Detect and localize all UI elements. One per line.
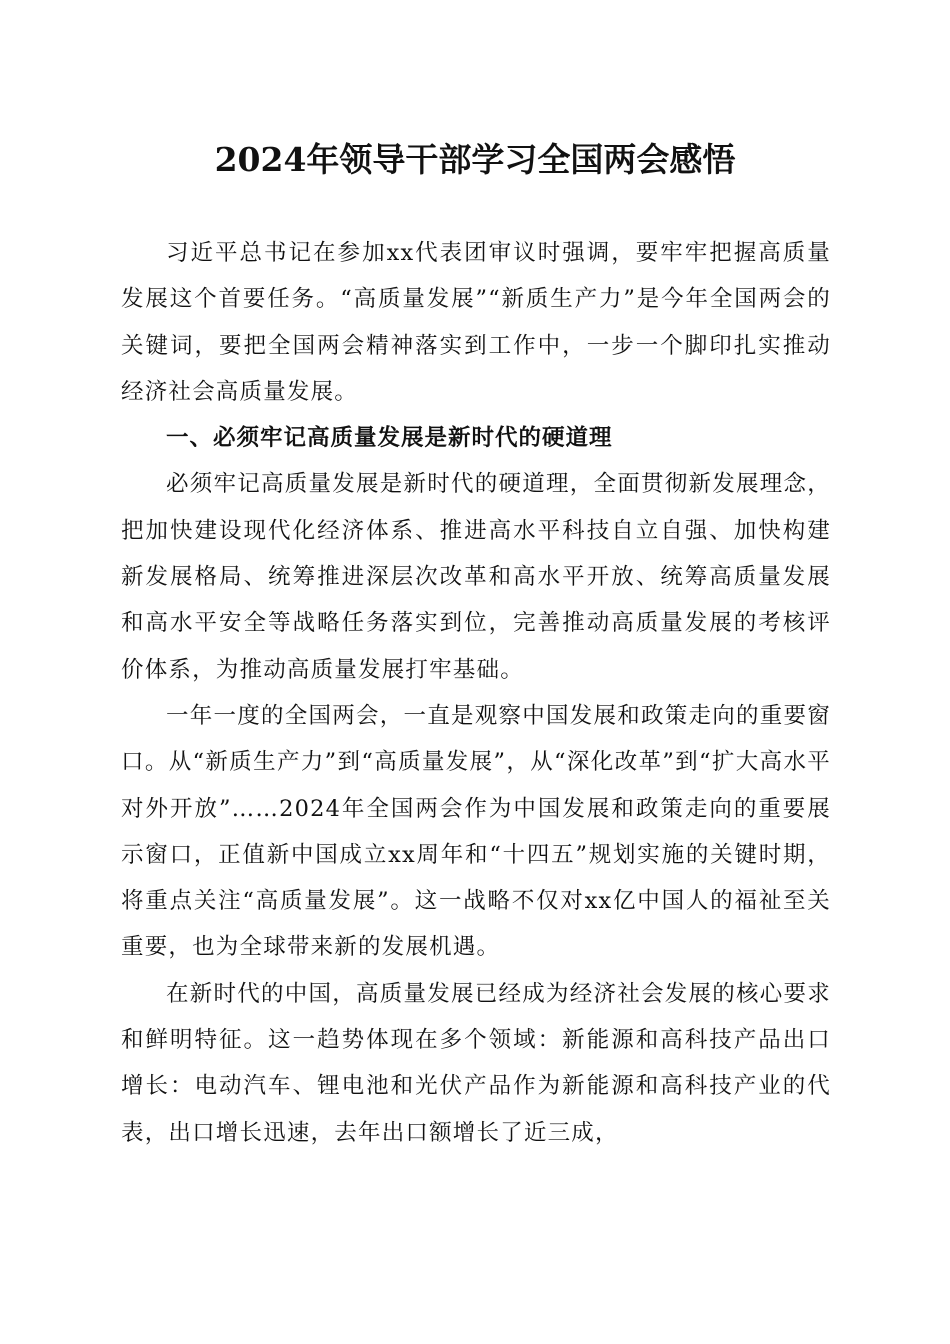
paragraph-section1-2: 一年一度的全国两会，一直是观察中国发展和政策走向的重要窗口。从“新质生产力”到“高质量发展”，从“深化改革”到“扩大高水平对外开放”……2024年全国两会作为中国发展和政策走向的重要展示窗口，正值新中国成立xx周年和“十四五”规划实施的关键时期，将重点关注“高质量发展”。这一战略不仅对xx亿中国人的福祉至关重要，也为全球带来新的发展机遇。 [121,702,831,961]
paragraph-intro: 习近平总书记在参加xx代表团审议时强调，要牢牢把握高质量发展这个首要任务。“高质量发展”“新质生产力”是今年全国两会的关键词，要把全国两会精神落实到工作中，一步一个脚印扎实推动经济社会高质量发展。 [121,240,831,405]
document-body [121,230,831,1156]
section-heading-1: 一、必须牢记高质量发展是新时代的硬道理 [166,425,613,452]
document-title: 2024年领导干部学习全国两会感悟 [214,140,736,179]
paragraph-section1-3: 在新时代的中国，高质量发展已经成为经济社会发展的核心要求和鲜明特征。这一趋势体现在多个领域：新能源和高科技产品出口增长：电动汽车、锂电池和光伏产品作为新能源和高科技产业的代表，出口增长迅速，去年出口额增长了近三成， [121,980,831,1146]
paragraph-section1-1: 必须牢记高质量发展是新时代的硬道理，全面贯彻新发展理念，把加快建设现代化经济体系、推进高水平科技自立自强、加快构建新发展格局、统筹推进深层次改革和高水平开放、统筹高质量发展和高水平安全等战略任务落实到位，完善推动高质量发展的考核评价体系，为推动高质量发展打牢基础。 [121,471,831,683]
